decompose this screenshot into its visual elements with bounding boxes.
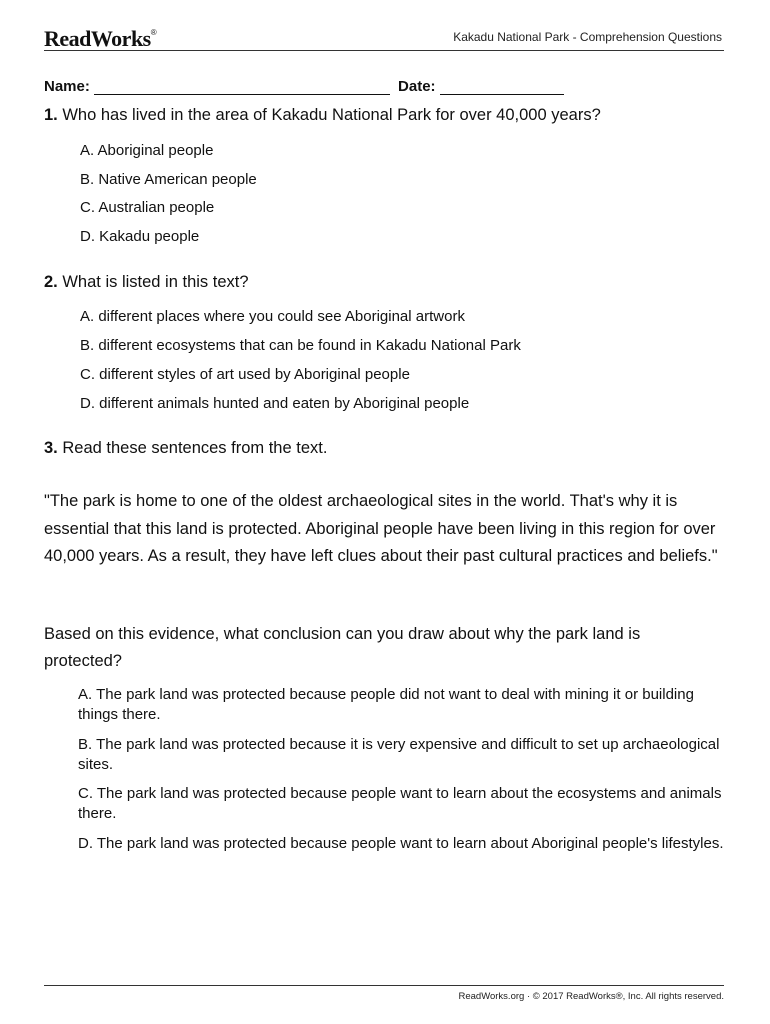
header-divider xyxy=(44,50,724,51)
document-title: Kakadu National Park - Comprehension Questions xyxy=(453,30,722,44)
answer-option[interactable]: D. different animals hunted and eaten by Aboriginal people xyxy=(80,395,470,412)
answer-option[interactable]: C. different styles of art used by Aboriginal people xyxy=(80,366,410,383)
question-number: 3. xyxy=(44,439,58,457)
quoted-passage: "The park is home to one of the oldest archaeological sites in the world. That's why it is essential that this land is protected. Aboriginal people have been living in this region for over 40,000 years. As a result, they have left clues about their past cultural practices and beliefs." xyxy=(44,492,718,565)
answer-option[interactable]: A. The park land was protected because people did not want to deal with mining it or building things there. xyxy=(78,686,694,723)
answer-option[interactable]: C. Australian people xyxy=(80,199,215,216)
footer-divider xyxy=(44,985,724,986)
question-number: 2. xyxy=(44,273,58,291)
question-2 xyxy=(44,273,249,292)
answer-option[interactable]: D. The park land was protected because people want to learn about Aboriginal people's lifestyles. xyxy=(78,835,724,852)
answer-option[interactable]: B. The park land was protected because it is very expensive and difficult to set up archaeological sites. xyxy=(78,736,720,773)
answer-option[interactable]: C. The park land was protected because people want to learn about the ecosystems and animals there. xyxy=(78,785,722,822)
question-3 xyxy=(44,439,327,458)
question-1 xyxy=(44,106,601,125)
answer-option[interactable]: D. Kakadu people xyxy=(80,228,200,245)
name-date-row xyxy=(44,78,568,95)
question-number: 1. xyxy=(44,106,58,124)
date-label: Date: xyxy=(398,78,436,95)
question-prompt: Based on this evidence, what conclusion can you draw about why the park land is protected? xyxy=(44,625,641,670)
answer-option[interactable]: B. different ecosystems that can be found in Kakadu National Park xyxy=(80,337,521,354)
question-text: Who has lived in the area of Kakadu National Park for over 40,000 years? xyxy=(62,106,601,124)
answer-option[interactable]: A. different places where you could see Aboriginal artwork xyxy=(80,308,465,325)
page-header xyxy=(44,22,724,52)
readworks-logo: ReadWorks® xyxy=(44,26,157,51)
date-field[interactable] xyxy=(440,80,564,95)
name-field[interactable] xyxy=(94,80,390,95)
copyright-footer: ReadWorks.org · © 2017 ReadWorks®, Inc. All rights reserved. xyxy=(458,991,724,1002)
answer-option[interactable]: B. Native American people xyxy=(80,171,257,188)
answer-option[interactable]: A. Aboriginal people xyxy=(80,142,214,159)
question-text: What is listed in this text? xyxy=(62,273,249,291)
name-label: Name: xyxy=(44,78,90,95)
question-text: Read these sentences from the text. xyxy=(62,439,328,457)
